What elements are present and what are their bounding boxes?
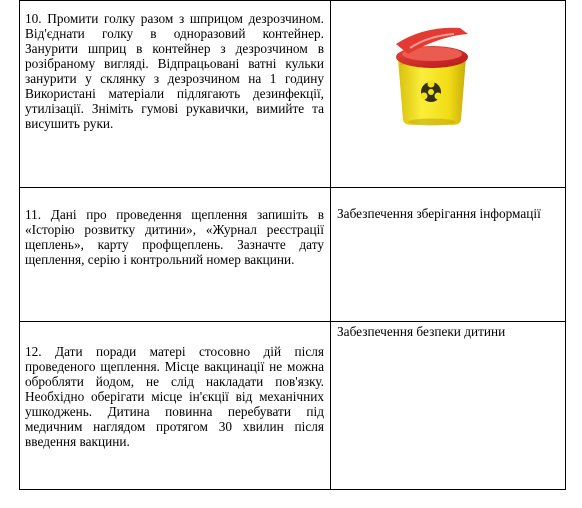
table-row-step-10: [20, 1, 566, 188]
purpose-cell: [331, 188, 566, 322]
table-row-step-12: [20, 322, 566, 490]
procedure-table: [19, 0, 566, 490]
table-row-step-11: [20, 188, 566, 322]
step-cell: [20, 322, 331, 490]
step-11-text: 11. Дані про проведення щеплення запишіть в «Історію розвитку дитини», «Журнал реєстрації щеплень», карту профщеплень. Зазначте дату щеплення, серію і контрольний номер вакцини.: [25, 207, 324, 267]
illustration-cell: [331, 1, 566, 188]
step-cell: [20, 188, 331, 322]
purpose-cell: [331, 322, 566, 490]
step-12-purpose: Забезпечення безпеки дитини: [337, 324, 506, 339]
step-12-text: 12. Дати поради матері стосовно дій після проведеного щеплення. Місце вакцинації не можна обробляти йодом, не слід накладати пов'язку. Необхідно оберігати місце ін'єкції від механічних ушкоджень. Дитина повинна перебувати під медичним наглядом протягом 30 хвилин після введення вакцини.: [25, 344, 324, 449]
step-cell: [20, 1, 331, 188]
step-11-purpose: Забезпечення зберігання інформації: [337, 206, 541, 221]
sharps-disposal-container-icon: [388, 24, 476, 127]
step-10-text: 10. Промити голку разом з шприцом дезрозчином. Від'єднати голку в одноразовий контейнер. Занурити шприц в контейнер з дезрозчином в розібраному вигляді. Відпрацьовані ватні кульки занурити у склянку з дезрозчином на 1 годину Використані матеріали підлягають дезинфекції, утилізації. Зніміть гумові рукавички, вимийте та висушить руки.: [25, 11, 324, 131]
